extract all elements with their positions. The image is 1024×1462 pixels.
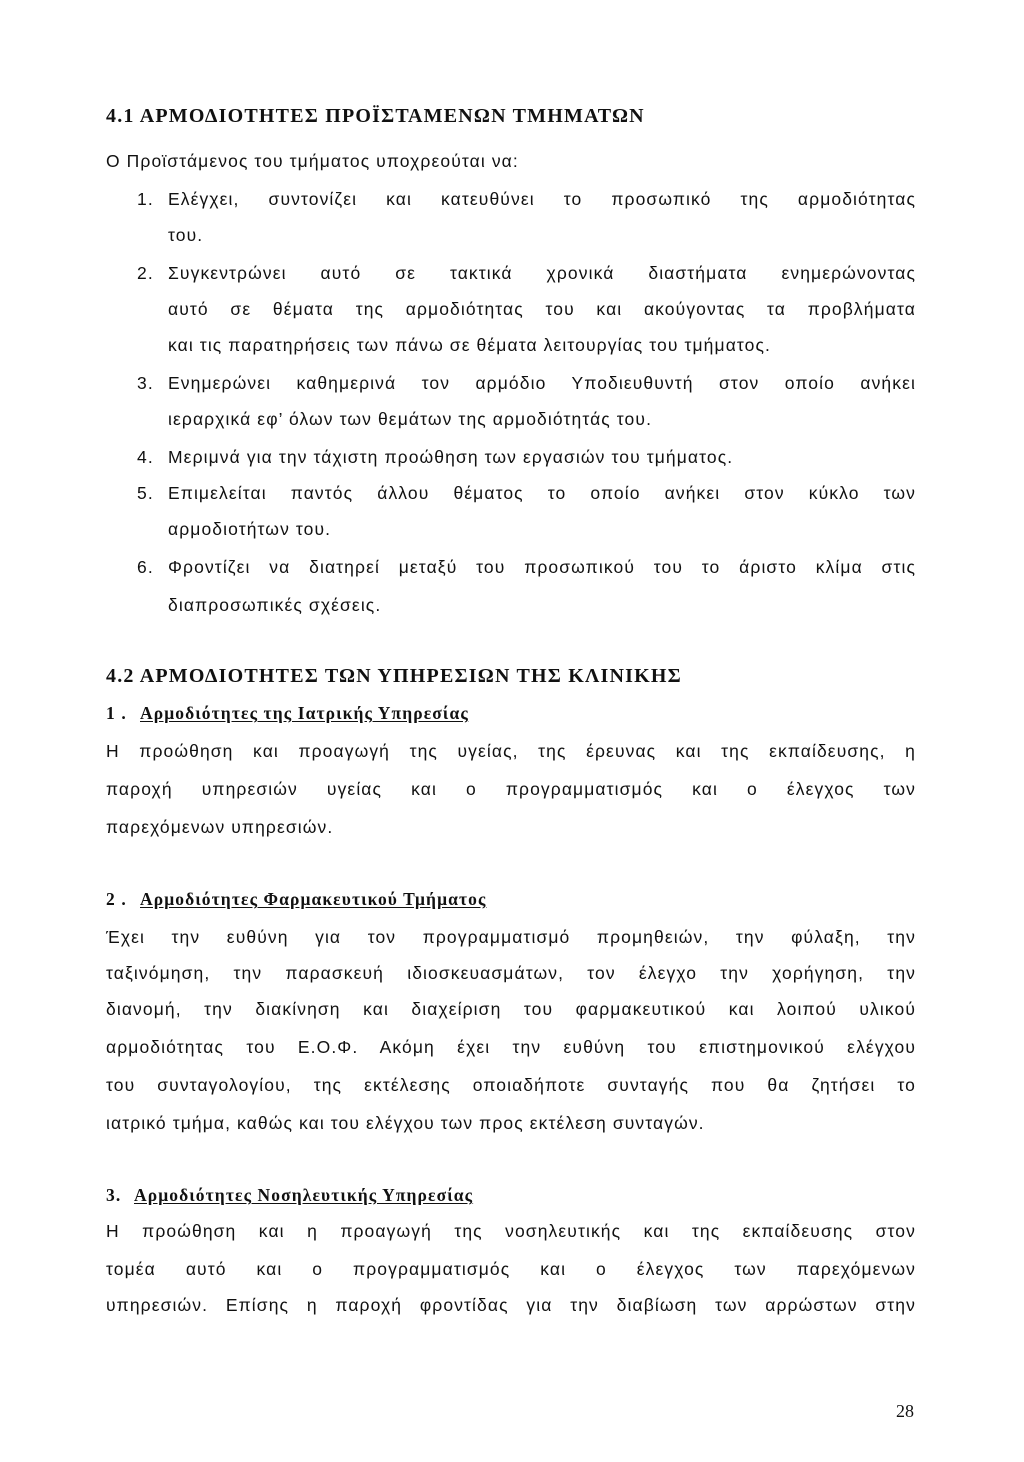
list-item-number: 3. (137, 373, 154, 393)
paragraph-line: του συνταγολογίου, της εκτέλεσης οποιαδήποτε συνταγής που θα ζητήσει το (106, 1075, 916, 1095)
list-item-text: Συγκεντρώνει αυτό σε τακτικά χρονικά διαστήματα ενημερώνοντας (168, 263, 916, 283)
paragraph-line: τομέα αυτό και ο προγραμματισμός και ο έλεγχος των παρεχόμενων (106, 1259, 916, 1279)
subsection-number: 1 . (106, 703, 127, 723)
subsection-title: Αρμοδιότητες Φαρμακευτικού Τμήματος (140, 889, 487, 909)
list-item-text: Μεριμνά για την τάχιστη προώθηση των εργασιών του τμήματος. (168, 447, 734, 467)
list-item-number: 5. (137, 483, 154, 503)
list-item-number: 4. (137, 447, 154, 467)
paragraph-line: ταξινόμηση, την παρασκευή ιδιοσκευασμάτων, τον έλεγχο την χορήγηση, την (106, 963, 916, 983)
list-item-number: 6. (137, 557, 154, 577)
list-item-text: Ενημερώνει καθημερινά τον αρμόδιο Υποδιευθυντή στον οποίο ανήκει (168, 373, 916, 393)
subsection-title: Αρμοδιότητες της Ιατρικής Υπηρεσίας (140, 703, 469, 723)
list-item-text: Επιμελείται παντός άλλου θέματος το οποίο ανήκει στον κύκλο των (168, 483, 916, 503)
paragraph-line: παρεχόμενων υπηρεσιών. (106, 817, 334, 837)
section-intro: Ο Προϊστάμενος του τμήματος υποχρεούται να: (106, 151, 519, 171)
list-item-number: 1. (137, 189, 154, 209)
list-item-text: αρμοδιοτήτων του. (168, 519, 332, 539)
subsection-number: 3. (106, 1185, 122, 1205)
page-number: 28 (896, 1401, 914, 1421)
list-item-text: και τις παρατηρήσεις των πάνω σε θέματα λειτουργίας του τμήματος. (168, 335, 772, 355)
section-heading-4-2: 4.2 ΑΡΜΟΔΙΟΤΗΤΕΣ ΤΩΝ ΥΠΗΡΕΣΙΩΝ ΤΗΣ ΚΛΙΝΙΚΗΣ (106, 665, 682, 687)
paragraph-line: Η προώθηση και προαγωγή της υγείας, της έρευνας και της εκπαίδευσης, η (106, 741, 916, 761)
list-item-text: του. (168, 225, 204, 245)
section-heading-4-1: 4.1 ΑΡΜΟΔΙΟΤΗΤΕΣ ΠΡΟΪΣΤΑΜΕΝΩΝ ΤΜΗΜΑΤΩΝ (106, 105, 645, 127)
list-item-text: ιεραρχικά εφ’ όλων των θεμάτων της αρμοδιότητάς του. (168, 409, 653, 429)
paragraph-line: υπηρεσιών. Επίσης η παροχή φροντίδας για την διαβίωση των αρρώστων στην (106, 1295, 916, 1315)
paragraph-line: ιατρικό τμήμα, καθώς και του ελέγχου των προς εκτέλεση συνταγών. (106, 1113, 705, 1133)
subsection-number: 2 . (106, 889, 127, 909)
paragraph-line: διανομή, την διακίνηση και διαχείριση του φαρμακευτικού και λοιπού υλικού (106, 999, 916, 1019)
list-item-text: διαπροσωπικές σχέσεις. (168, 595, 382, 615)
list-item-text: Φροντίζει να διατηρεί μεταξύ του προσωπικού του το άριστο κλίμα στις (168, 557, 916, 577)
paragraph-line: Έχει την ευθύνη για τον προγραμματισμό προμηθειών, την φύλαξη, την (106, 927, 916, 947)
list-item-text: αυτό σε θέματα της αρμοδιότητας του και ακούγοντας τα προβλήματα (168, 299, 916, 319)
paragraph-line: αρμοδιότητας του Ε.Ο.Φ. Ακόμη έχει την ευθύνη του επιστημονικού ελέγχου (106, 1037, 916, 1057)
paragraph-line: Η προώθηση και η προαγωγή της νοσηλευτικής και της εκπαίδευσης στον (106, 1221, 916, 1241)
paragraph-line: παροχή υπηρεσιών υγείας και ο προγραμματισμός και ο έλεγχος των (106, 779, 916, 799)
list-item-number: 2. (137, 263, 154, 283)
subsection-title: Αρμοδιότητες Νοσηλευτικής Υπηρεσίας (134, 1185, 474, 1205)
list-item-text: Ελέγχει, συντονίζει και κατευθύνει το προσωπικό της αρμοδιότητας (168, 189, 916, 209)
